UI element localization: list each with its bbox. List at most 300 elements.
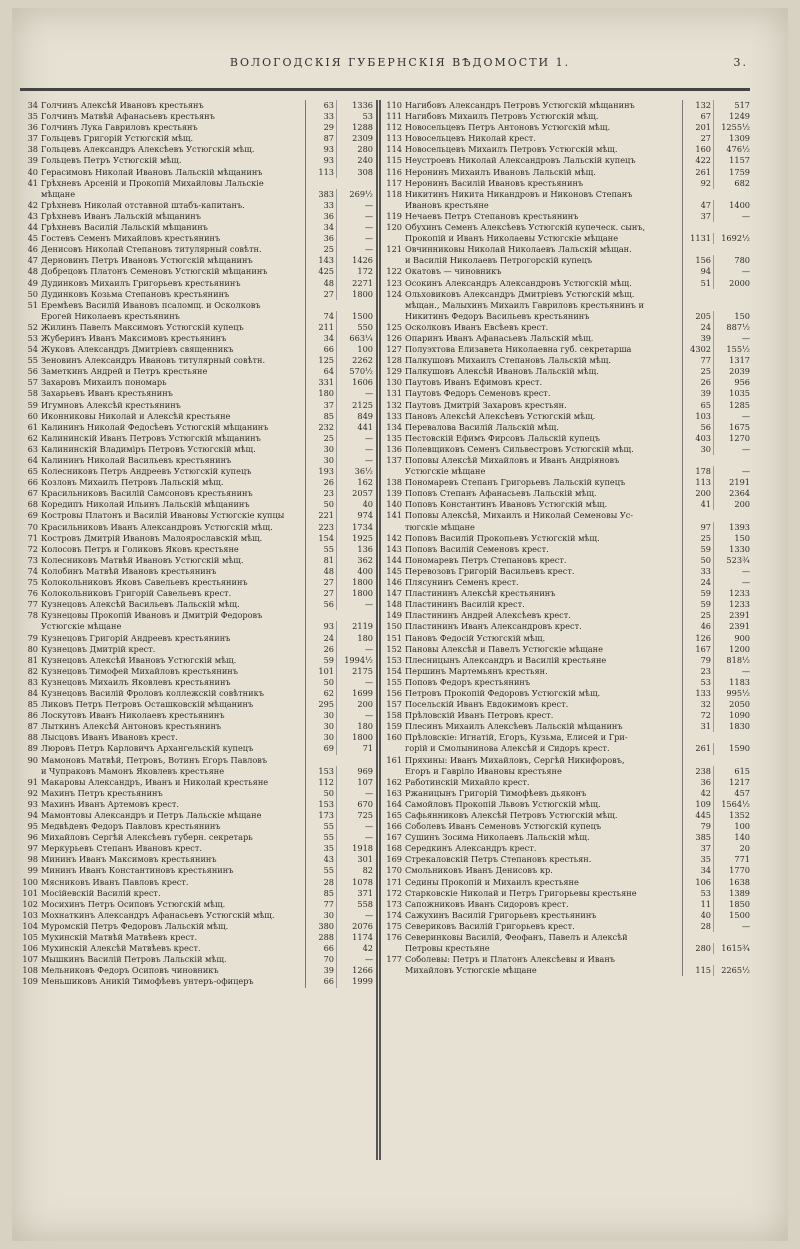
- ledger-row: [382, 522, 750, 533]
- ledger-row: [18, 710, 373, 721]
- entry-value-b: 1400: [729, 199, 750, 210]
- entry-value-b: 1217: [729, 776, 750, 787]
- entry-value-a: 59: [683, 588, 714, 599]
- entry-value-a: 29: [306, 122, 337, 133]
- entry-name: Паутовъ Дмитрій Захаровъ крестьян.: [405, 400, 683, 411]
- entry-value-b: 2175: [352, 665, 373, 676]
- ledger-row: [382, 843, 750, 854]
- entry-number: 83: [27, 676, 38, 687]
- entry-number: 38: [27, 144, 38, 155]
- entry-value-a: 288: [306, 932, 337, 943]
- entry-value-a: 37: [306, 400, 337, 411]
- entry-number: 176: [386, 932, 402, 943]
- entry-value-b: 771: [734, 854, 750, 865]
- ledger-row: [18, 732, 373, 743]
- ledger-row: [382, 910, 750, 921]
- entry-value-a: 106: [683, 877, 714, 888]
- entry-value-a: 30: [306, 910, 337, 921]
- entry-number: 101: [22, 887, 38, 898]
- entry-value-b: 240: [357, 155, 373, 166]
- ledger-row: [18, 100, 373, 111]
- entry-value-a: 28: [306, 877, 337, 888]
- entry-value-a: 50: [683, 555, 714, 566]
- ledger-row: [18, 577, 373, 588]
- ledger-row: [382, 699, 750, 710]
- entry-name: Мухинскій Матвѣй Матвѣевъ крест.: [41, 932, 306, 943]
- column-divider: [376, 100, 378, 1160]
- entry-name: Поповы Алексѣй Михайловъ и Иванъ Андріяновъ: [405, 455, 683, 466]
- entry-value-a: 23: [306, 488, 337, 499]
- entry-number: 151: [386, 632, 402, 643]
- entry-number: 129: [386, 366, 402, 377]
- entry-value-b: 663¼: [349, 332, 373, 343]
- ledger-row: [18, 644, 373, 655]
- entry-name: Першинъ Мартемьянъ крестьян.: [405, 666, 683, 677]
- entry-number: 109: [22, 976, 38, 987]
- entry-number: 96: [27, 832, 38, 843]
- entry-value-a: 383: [306, 189, 337, 200]
- entry-number: 111: [386, 111, 402, 122]
- entry-number: 81: [27, 654, 38, 665]
- entry-value-b: 2057: [352, 488, 373, 499]
- entry-value-a: 53: [683, 677, 714, 688]
- entry-number: 158: [386, 710, 402, 721]
- ledger-row: [18, 910, 373, 921]
- entry-name: Грѣхневъ Арсеній и Прокопій Михайловы Лальскіе: [41, 178, 306, 189]
- entry-value-a: 28: [683, 921, 714, 932]
- entry-name: Смольниковъ Иванъ Денисовъ кр.: [405, 865, 683, 876]
- entry-value-a: 211: [306, 322, 337, 333]
- ledger-row: [18, 388, 373, 399]
- entry-name: Пономаревъ Степанъ Григорьевъ Лальскій купецъ: [405, 477, 683, 488]
- entry-value-b: 1336: [352, 100, 373, 110]
- entry-value-a: 56: [306, 599, 337, 610]
- entry-number: 53: [27, 332, 38, 343]
- entry-name: Ликовъ Петръ Петровъ Осташковскій мѣщанинъ: [41, 699, 306, 710]
- entry-value-b: 2391: [729, 610, 750, 621]
- ledger-row: [18, 533, 373, 544]
- entry-name: Михайловъ Сергѣй Алексѣевъ губерн. секретарь: [41, 832, 306, 843]
- entry-name: мѣщане: [41, 189, 306, 200]
- entry-value-a: 30: [306, 721, 337, 732]
- ledger-row: [382, 932, 750, 943]
- entry-number: 136: [386, 443, 402, 454]
- entry-name: Колесниковъ Петръ Андреевъ Устюгскій купецъ: [41, 466, 306, 477]
- entry-name: Махинъ Петръ крестьянинъ: [41, 788, 306, 799]
- entry-number: 134: [386, 421, 402, 432]
- entry-value-a: 103: [683, 411, 714, 422]
- ledger-row: [18, 843, 373, 854]
- entry-name: Калининскій Иванъ Петровъ Устюгскій мѣщанинъ: [41, 433, 306, 444]
- ledger-row: [382, 921, 750, 932]
- ledger-row: [18, 366, 373, 377]
- ledger-row: [382, 355, 750, 366]
- entry-value-a: 66: [306, 976, 337, 987]
- entry-name: Муромскій Петръ Федоровъ Лальскій мѣщ.: [41, 921, 306, 932]
- entry-name: Красильниковъ Иванъ Александровъ Устюгскій мѣщ.: [41, 522, 306, 533]
- ledger-row: [18, 311, 373, 322]
- entry-value-a: 37: [683, 211, 714, 222]
- entry-name: Сушинъ Зосима Николаевъ Лальскій мѣщ.: [405, 832, 683, 843]
- entry-value-a: 178: [683, 466, 714, 477]
- entry-name: Никитинъ Федоръ Васильевъ крестьянинъ: [405, 311, 683, 322]
- ledger-row: [382, 954, 750, 965]
- right-column: [382, 100, 750, 976]
- entry-number: 85: [27, 699, 38, 710]
- entry-name: Еремѣевъ Василій Ивановъ псаломщ. и Осколковъ: [41, 300, 306, 311]
- entry-name: Колобинъ Матвѣй Ивановъ крестьянинъ: [41, 566, 306, 577]
- ledger-row: [382, 289, 750, 300]
- entry-value-b: —: [741, 665, 750, 676]
- ledger-row: [18, 954, 373, 965]
- entry-value-b: 2271: [352, 277, 373, 288]
- entry-number: 36: [27, 122, 38, 133]
- entry-number: 123: [386, 277, 402, 288]
- entry-value-b: —: [364, 909, 373, 920]
- entry-value-b: 1249: [729, 111, 750, 122]
- entry-name: Посельскій Иванъ Евдокимовъ крест.: [405, 699, 683, 710]
- ledger-row: [18, 178, 373, 189]
- entry-value-b: 1692½: [721, 233, 750, 244]
- entry-value-a: 132: [683, 100, 714, 111]
- entry-value-b: 1800: [352, 577, 373, 588]
- ledger-row: [382, 965, 750, 976]
- entry-value-a: 30: [306, 444, 337, 455]
- entry-value-a: 261: [683, 743, 714, 754]
- ledger-row: [18, 200, 373, 211]
- ledger-row: [382, 278, 750, 289]
- entry-value-a: 1131: [683, 233, 714, 244]
- entry-name: Кузнецовъ Алексѣй Ивановъ Устюгскій мѣщ.: [41, 655, 306, 666]
- entry-number: 135: [386, 432, 402, 443]
- entry-value-b: 100: [734, 821, 750, 832]
- entry-name: Никитинъ Никита Никандровъ и Никоновъ Степанъ: [405, 189, 683, 200]
- entry-value-b: 1426: [352, 255, 373, 266]
- entry-name: Грѣхневъ Василій Лальскій мѣщанинъ: [41, 222, 306, 233]
- entry-value-a: 50: [306, 499, 337, 510]
- entry-value-b: 441: [357, 421, 373, 432]
- entry-value-a: 43: [306, 854, 337, 865]
- ledger-row: [382, 411, 750, 422]
- ledger-row: [382, 133, 750, 144]
- ledger-row: [382, 633, 750, 644]
- entry-value-b: 1233: [729, 588, 750, 599]
- entry-number: 91: [27, 776, 38, 787]
- entry-value-b: —: [364, 821, 373, 832]
- entry-value-b: 849: [357, 410, 373, 421]
- ledger-row: [382, 788, 750, 799]
- ledger-row: [18, 610, 373, 621]
- entry-name: Захарьевъ Иванъ крестьянинъ: [41, 388, 306, 399]
- entry-name: Иконниковы Николай и Алексѣй крестьяне: [41, 411, 306, 422]
- entry-value-a: 11: [683, 899, 714, 910]
- entry-number: 57: [27, 377, 38, 388]
- entry-number: 141: [386, 510, 402, 521]
- entry-value-a: 42: [683, 788, 714, 799]
- ledger-row: [382, 555, 750, 566]
- entry-number: 150: [386, 621, 402, 632]
- entry-value-a: 69: [306, 743, 337, 754]
- ledger-row: [382, 122, 750, 133]
- ledger-row: [18, 865, 373, 876]
- entry-number: 82: [27, 665, 38, 676]
- ledger-row: [382, 266, 750, 277]
- ledger-row: [18, 621, 373, 632]
- ledger-row: [18, 688, 373, 699]
- entry-number: 119: [386, 210, 402, 221]
- entry-name: Устюгскіе мѣщане: [405, 466, 683, 477]
- entry-name: Палкушовъ Михаилъ Степановъ Лальскій мѣщ.: [405, 355, 683, 366]
- entry-name: Осколковъ Иванъ Евсѣевъ крест.: [405, 322, 683, 333]
- entry-value-a: 66: [306, 943, 337, 954]
- entry-number: 98: [27, 854, 38, 865]
- entry-value-a: 39: [683, 388, 714, 399]
- ledger-row: [18, 322, 373, 333]
- entry-name: Мосихинъ Петръ Осиповъ Устюгскій мѣщ.: [41, 899, 306, 910]
- entry-value-b: —: [364, 432, 373, 443]
- entry-value-b: 1389: [729, 887, 750, 898]
- entry-value-b: —: [364, 455, 373, 465]
- entry-name: Мухинскій Алексѣй Матвѣевъ крест.: [41, 943, 306, 954]
- entry-value-b: 2050: [729, 699, 750, 710]
- entry-name: Кузнецовъ Тимофей Михайловъ крестьянинъ: [41, 666, 306, 677]
- entry-value-b: 670: [357, 798, 373, 809]
- entry-value-b: 1564½: [721, 798, 750, 809]
- entry-number: 90: [27, 754, 38, 765]
- entry-number: 60: [27, 410, 38, 421]
- entry-name: Колокольниковъ Григорій Савельевъ крест.: [41, 588, 306, 599]
- entry-number: 88: [27, 732, 38, 743]
- ledger-row: [382, 144, 750, 155]
- ledger-row: [18, 888, 373, 899]
- entry-value-a: 156: [683, 255, 714, 266]
- entry-number: 92: [27, 787, 38, 798]
- ledger-row: [18, 965, 373, 976]
- entry-value-a: 36: [306, 233, 337, 244]
- entry-number: 159: [386, 721, 402, 732]
- entry-value-a: 173: [306, 810, 337, 821]
- entry-name: горій и Смолынинова Алексѣй и Сидоръ крест.: [405, 743, 683, 754]
- entry-name: Мельниковъ Федоръ Осиповъ чиновникъ: [41, 965, 306, 976]
- ledger-row: [382, 244, 750, 255]
- entry-number: 112: [386, 122, 402, 133]
- entry-value-a: 50: [306, 677, 337, 688]
- entry-name: Мамоновъ Матвѣй, Петровъ, Вотинъ Егоръ Павловъ: [41, 755, 306, 766]
- entry-value-b: —: [364, 388, 373, 399]
- entry-value-b: 1606: [352, 377, 373, 388]
- ledger-row: [382, 710, 750, 721]
- entry-value-a: 35: [683, 854, 714, 865]
- entry-number: 39: [27, 155, 38, 166]
- entry-name: Петровы крестьяне: [405, 943, 683, 954]
- entry-name: Кузнецовъ Михаилъ Яковлевъ крестьянинъ: [41, 677, 306, 688]
- entry-value-a: 385: [683, 832, 714, 843]
- entry-name: Стрекаловскій Петръ Степановъ крестьян.: [405, 854, 683, 865]
- entry-value-a: 40: [683, 910, 714, 921]
- ledger-row: [382, 688, 750, 699]
- entry-number: 133: [386, 410, 402, 421]
- entry-value-b: 1999: [352, 976, 373, 987]
- entry-name: Новосельцевъ Михаилъ Петровъ Устюгскій мѣщ.: [405, 144, 683, 155]
- entry-value-b: 155½: [726, 344, 750, 355]
- entry-value-a: 113: [306, 167, 337, 178]
- entry-name: Егоръ и Гавріло Ивановы крестьяне: [405, 766, 683, 777]
- entry-name: Захаровъ Михаилъ пономарь: [41, 377, 306, 388]
- entry-name: Кузнецовы Прокопій Ивановъ и Дмитрій Федоровъ: [41, 610, 306, 621]
- entry-number: 130: [386, 377, 402, 388]
- entry-value-a: 153: [306, 766, 337, 777]
- entry-value-b: —: [364, 599, 373, 610]
- ledger-row: [18, 377, 373, 388]
- entry-number: 162: [386, 776, 402, 787]
- ledger-row: [18, 189, 373, 200]
- entry-name: Махинъ Иванъ Артемовъ крест.: [41, 799, 306, 810]
- ledger-row: [382, 100, 750, 111]
- entry-number: 35: [27, 111, 38, 122]
- ledger-row: [18, 133, 373, 144]
- ledger-row: [18, 477, 373, 488]
- entry-value-b: 2039: [729, 366, 750, 377]
- entry-number: 114: [386, 144, 402, 155]
- entry-number: 171: [386, 876, 402, 887]
- entry-value-b: —: [741, 565, 750, 576]
- ledger-row: [18, 544, 373, 555]
- entry-name: Соболевы: Петръ и Платонъ Алексѣевы и Иванъ: [405, 954, 683, 965]
- entry-value-a: 55: [306, 832, 337, 843]
- ledger-row: [382, 377, 750, 388]
- entry-number: 149: [386, 610, 402, 621]
- ledger-row: [18, 499, 373, 510]
- ledger-row: [382, 388, 750, 399]
- entry-value-b: —: [364, 199, 373, 210]
- entry-value-a: 79: [683, 655, 714, 666]
- entry-number: 166: [386, 821, 402, 832]
- ledger-row: [382, 599, 750, 610]
- entry-value-a: 56: [683, 422, 714, 433]
- entry-number: 144: [386, 554, 402, 565]
- ledger-row: [18, 433, 373, 444]
- entry-value-b: 1266: [352, 965, 373, 976]
- entry-name: Нагибовъ Александръ Петровъ Устюгскій мѣщанинъ: [405, 100, 683, 111]
- entry-name: Пономаревъ Петръ Степановъ крест.: [405, 555, 683, 566]
- entry-number: 110: [386, 100, 402, 110]
- entry-value-b: 1317: [729, 355, 750, 366]
- entry-value-b: —: [364, 643, 373, 654]
- ledger-row: [18, 488, 373, 499]
- ledger-row: [382, 721, 750, 732]
- entry-value-b: 308: [357, 166, 373, 177]
- ledger-row: [18, 854, 373, 865]
- entry-number: 72: [27, 543, 38, 554]
- ledger-row: [382, 366, 750, 377]
- ledger-row: [382, 743, 750, 754]
- entry-value-b: 1183: [729, 676, 750, 687]
- entry-number: 48: [27, 266, 38, 277]
- ledger-row: [382, 111, 750, 122]
- entry-name: и Василій Николаевъ Петрогорскій купецъ: [405, 255, 683, 266]
- entry-value-a: 46: [683, 621, 714, 632]
- ledger-row: [382, 621, 750, 632]
- entry-number: 73: [27, 554, 38, 565]
- entry-value-a: 65: [683, 400, 714, 411]
- ledger-row: [382, 566, 750, 577]
- entry-value-b: 107: [357, 776, 373, 787]
- ledger-row: [18, 566, 373, 577]
- entry-value-a: 79: [683, 821, 714, 832]
- entry-value-a: 167: [683, 644, 714, 655]
- entry-value-a: 30: [683, 444, 714, 455]
- entry-number: 103: [22, 909, 38, 920]
- entry-value-b: 150: [734, 310, 750, 321]
- entry-number: 78: [27, 610, 38, 621]
- entry-value-a: 36: [683, 777, 714, 788]
- entry-number: 34: [27, 100, 38, 110]
- entry-name: Игумновъ Алексѣй крестьянинъ: [41, 400, 306, 411]
- entry-name: Овчинниковы Николай Николаевъ Лальскій мѣщан.: [405, 244, 683, 255]
- entry-number: 169: [386, 854, 402, 865]
- entry-number: 71: [27, 532, 38, 543]
- entry-number: 70: [27, 521, 38, 532]
- entry-number: 76: [27, 588, 38, 599]
- entry-number: 143: [386, 543, 402, 554]
- entry-number: 47: [27, 255, 38, 266]
- entry-number: 84: [27, 687, 38, 698]
- entry-value-b: 780: [734, 255, 750, 266]
- entry-value-a: 180: [306, 388, 337, 399]
- entry-value-b: 172: [357, 266, 373, 277]
- entry-name: Лыткинъ Алексѣй Антоновъ крестьянинъ: [41, 721, 306, 732]
- entry-name: Медвѣдевъ Федоръ Павловъ крестьянинъ: [41, 821, 306, 832]
- entry-name: Гольцевъ Александръ Алексѣевъ Устюгскій мѣщ.: [41, 144, 306, 155]
- entry-value-a: 34: [306, 333, 337, 344]
- entry-value-a: 93: [306, 621, 337, 632]
- entry-value-b: 550: [357, 321, 373, 332]
- entry-value-a: 24: [306, 633, 337, 644]
- entry-value-b: 40: [362, 499, 373, 510]
- entry-name: Старковскіе Николай и Петръ Григорьевы крестьяне: [405, 888, 683, 899]
- entry-value-a: 26: [306, 644, 337, 655]
- entry-value-b: 100: [357, 344, 373, 355]
- entry-number: 148: [386, 599, 402, 610]
- entry-value-b: —: [364, 954, 373, 965]
- entry-value-b: 2262: [352, 355, 373, 366]
- entry-number: 105: [22, 932, 38, 943]
- entry-name: Ивановъ крестьяне: [405, 200, 683, 211]
- entry-value-a: 153: [306, 799, 337, 810]
- entry-value-a: 70: [306, 954, 337, 965]
- entry-name: Калининъ Николай Васильевъ крестьянинъ: [41, 455, 306, 466]
- entry-value-b: —: [364, 710, 373, 721]
- ledger-row: [382, 300, 750, 311]
- entry-number: 54: [27, 344, 38, 355]
- entry-name: Зеновинъ Александръ Ивановъ титулярный совѣтн.: [41, 355, 306, 366]
- ledger-row: [382, 233, 750, 244]
- entry-number: 51: [27, 299, 38, 310]
- entry-value-b: 2119: [352, 621, 373, 632]
- ledger-row: [18, 400, 373, 411]
- entry-name: Жуковъ Александръ Дмитріевъ священникъ: [41, 344, 306, 355]
- entry-number: 153: [386, 654, 402, 665]
- ledger-row: [18, 466, 373, 477]
- entry-number: 137: [386, 455, 402, 465]
- entry-value-a: 34: [306, 222, 337, 233]
- entry-name: Голчинъ Алексѣй Ивановъ крестьянъ: [41, 100, 306, 111]
- entry-name: Кузнецовъ Григорій Андреевъ крестьянинъ: [41, 633, 306, 644]
- entry-value-b: 280: [357, 144, 373, 155]
- entry-value-a: 59: [306, 655, 337, 666]
- entry-name: Михайловъ Устюгскіе мѣщане: [405, 965, 683, 976]
- page-number: 3.: [733, 56, 748, 69]
